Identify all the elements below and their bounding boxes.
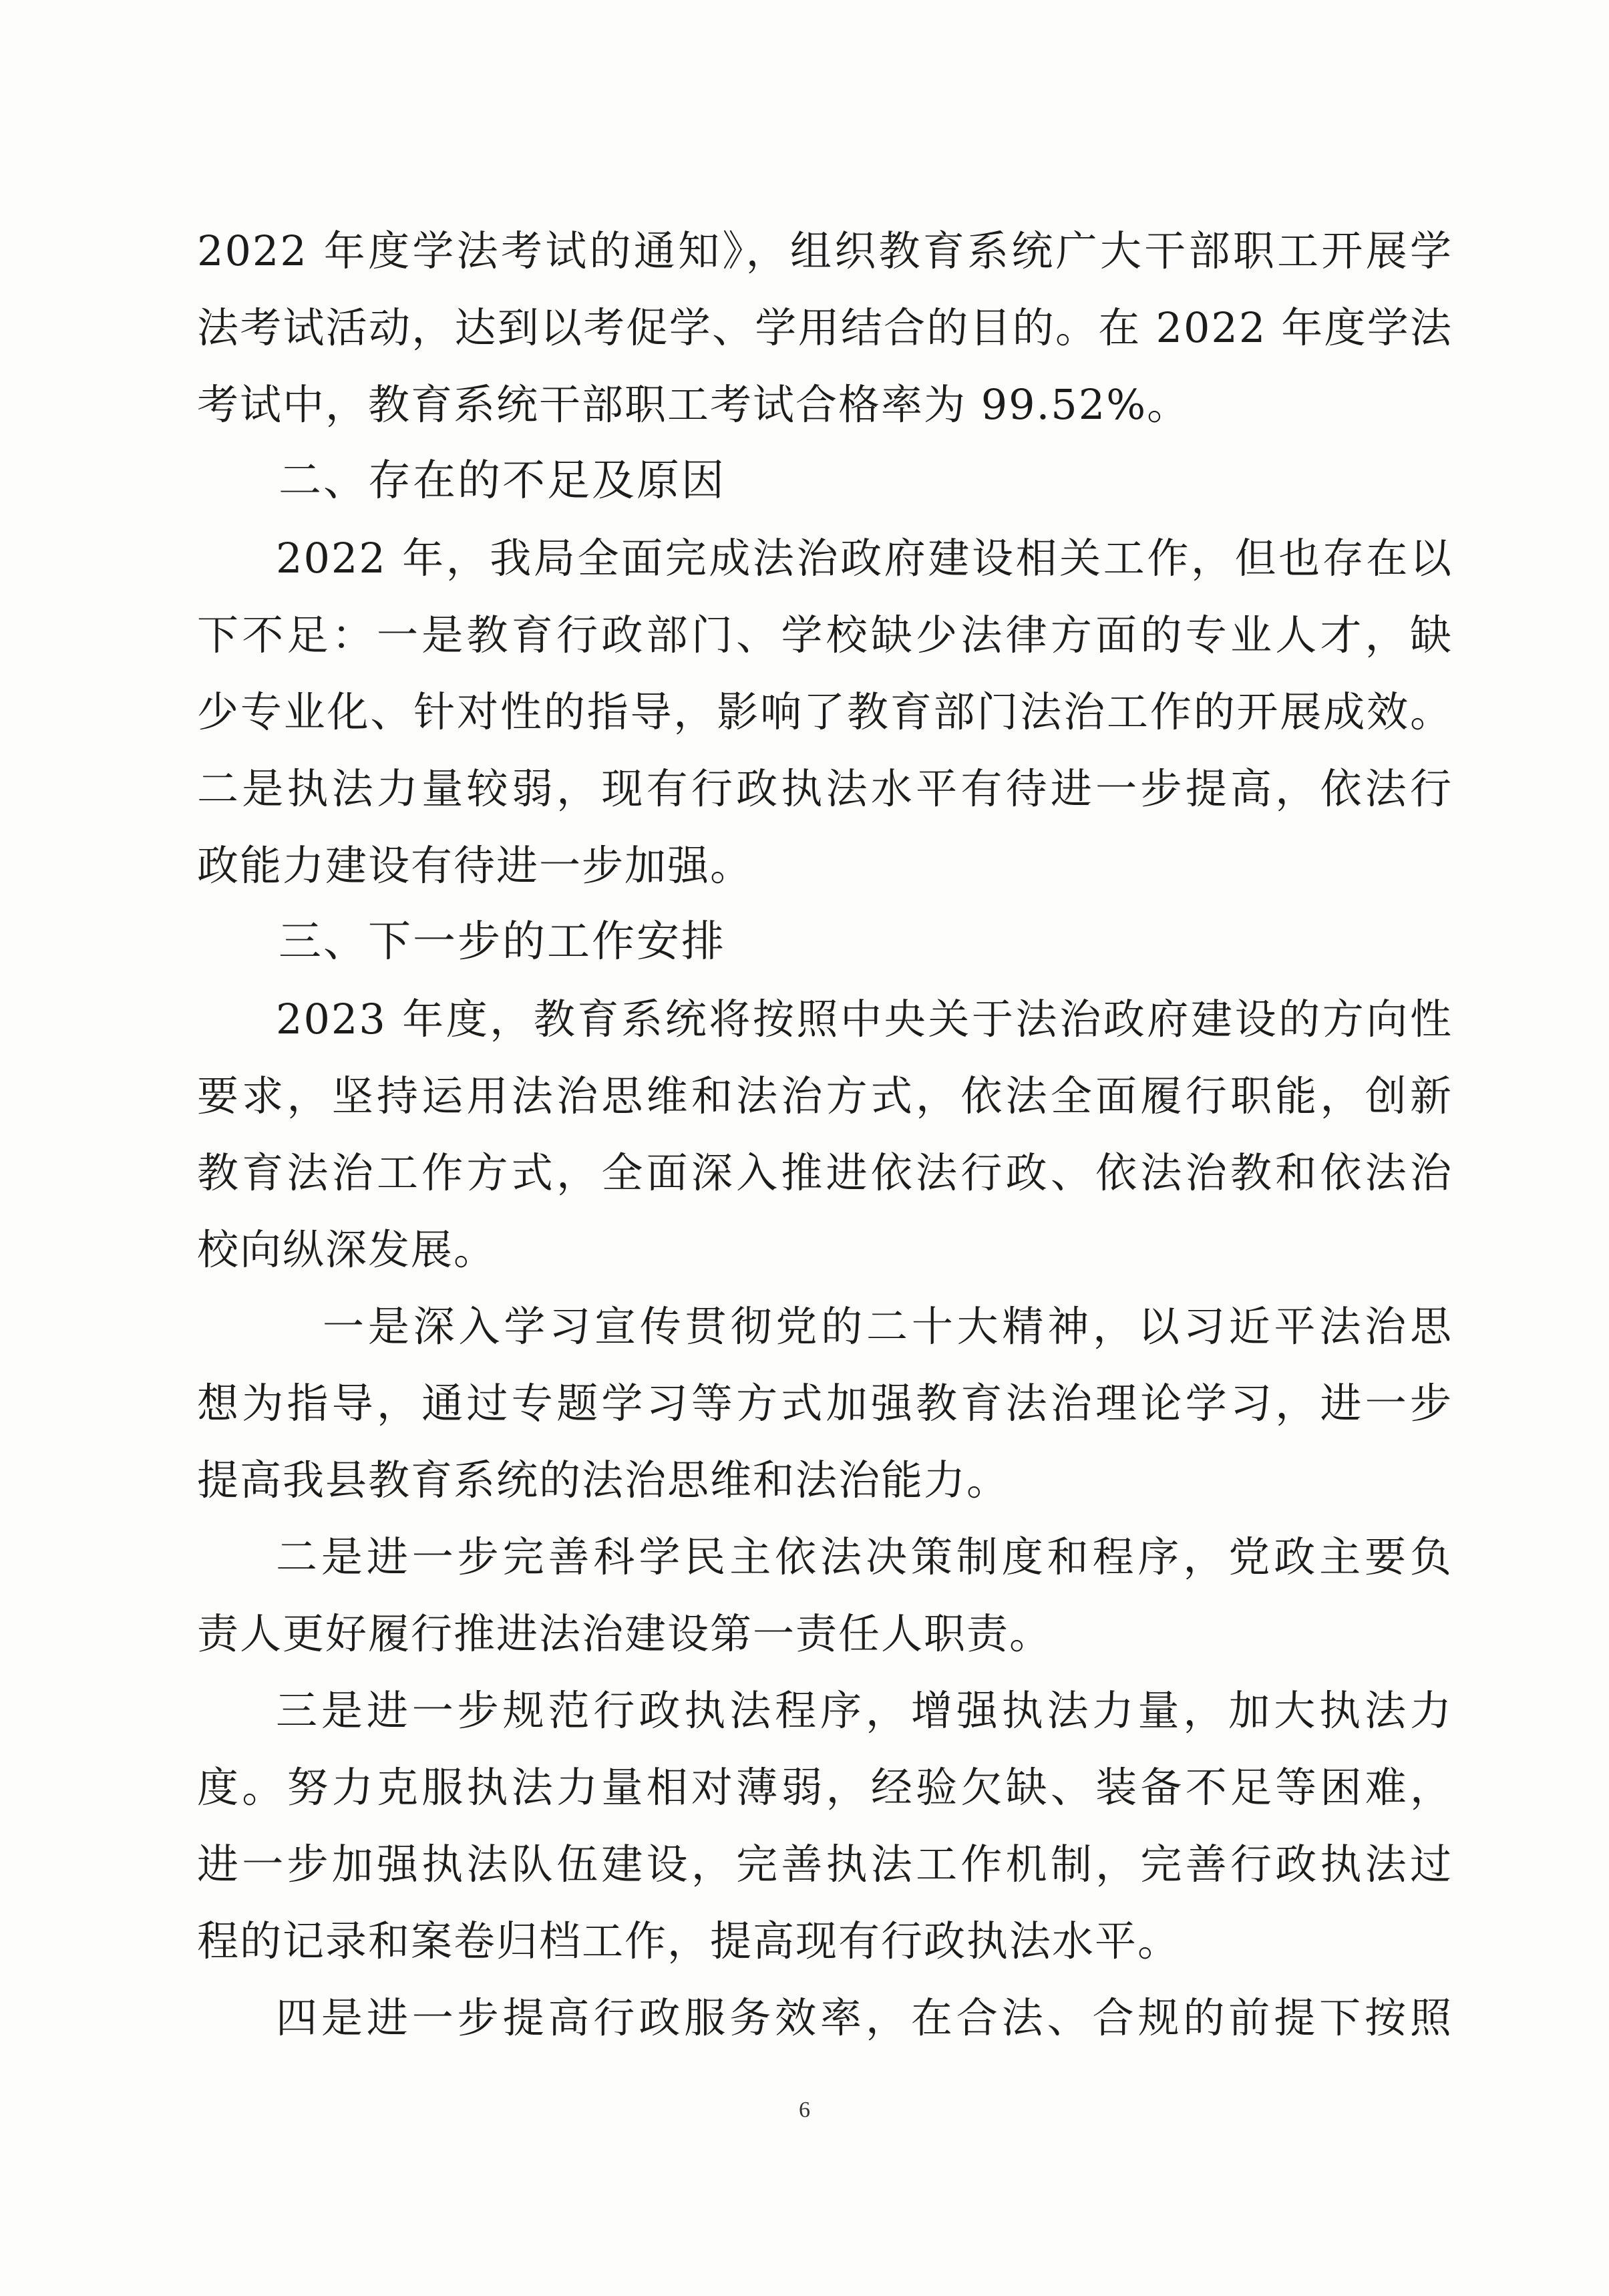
page-number: 6 <box>799 2098 810 2122</box>
body-text <box>197 212 1453 2056</box>
text-line: 一是深入学习宣传贯彻党的二十大精神，以习近平法治思 <box>323 1302 1453 1351</box>
paragraph-shortcomings <box>197 520 1453 904</box>
text-line: 程的记录和案卷归档工作，提高现有行政执法水平。 <box>197 1917 1181 1965</box>
text-line: 提高我县教育系统的法治思维和法治能力。 <box>197 1456 1010 1504</box>
text-line: 考试中，教育系统干部职工考试合格率为 99.52%。 <box>197 380 1190 429</box>
text-line: 想为指导，通过专题学习等方式加强教育法治理论学习，进一步 <box>197 1379 1453 1428</box>
text-line: 三是进一步规范行政执法程序，增强执法力量，加大执法力 <box>276 1686 1453 1735</box>
text-line: 校向纵深发展。 <box>197 1225 497 1274</box>
text-line: 四是进一步提高行政服务效率，在合法、合规的前提下按照 <box>276 1993 1453 2042</box>
paragraph-item-1 <box>197 1288 1453 1518</box>
text-line: 进一步加强执法队伍建设，完善执法工作机制，完善行政执法过 <box>197 1840 1453 1889</box>
paragraph-item-4 <box>197 1979 1453 2056</box>
text-line: 2022 年，我局全面完成法治政府建设相关工作，但也存在以 <box>276 534 1453 583</box>
text-line: 少专业化、针对性的指导，影响了教育部门法治工作的开展成效。 <box>197 687 1453 736</box>
text-line: 二是进一步完善科学民主依法决策制度和程序，党政主要负 <box>276 1532 1453 1581</box>
section-heading-3: 三、下一步的工作安排 <box>279 917 726 967</box>
text-line: 要求，坚持运用法治思维和法治方式，依法全面履行职能，创新 <box>197 1072 1453 1120</box>
paragraph-continued <box>197 212 1453 443</box>
text-line: 2023 年度，教育系统将按照中央关于法治政府建设的方向性 <box>276 995 1453 1043</box>
text-line: 下不足：一是教育行政部门、学校缺少法律方面的专业人才，缺 <box>197 611 1453 659</box>
text-line: 度。努力克服执法力量相对薄弱，经验欠缺、装备不足等困难， <box>197 1763 1453 1812</box>
text-line: 责人更好履行推进法治建设第一责任人职责。 <box>197 1609 1053 1658</box>
text-line: 二是执法力量较弱，现有行政执法水平有待进一步提高，依法行 <box>197 764 1453 813</box>
text-line: 教育法治工作方式，全面深入推进依法行政、依法治教和依法治 <box>197 1148 1453 1197</box>
paragraph-item-3 <box>197 1672 1453 1979</box>
paragraph-item-2 <box>197 1518 1453 1672</box>
text-line: 法考试活动，达到以考促学、学用结合的目的。在 2022 年度学法 <box>197 303 1453 352</box>
paragraph-plan-intro <box>197 981 1453 1288</box>
text-line: 2022 年度学法考试的通知》，组织教育系统广大干部职工开展学 <box>197 226 1453 275</box>
section-heading-2: 二、存在的不足及原因 <box>279 456 726 506</box>
text-line: 政能力建设有待进一步加强。 <box>197 841 753 890</box>
